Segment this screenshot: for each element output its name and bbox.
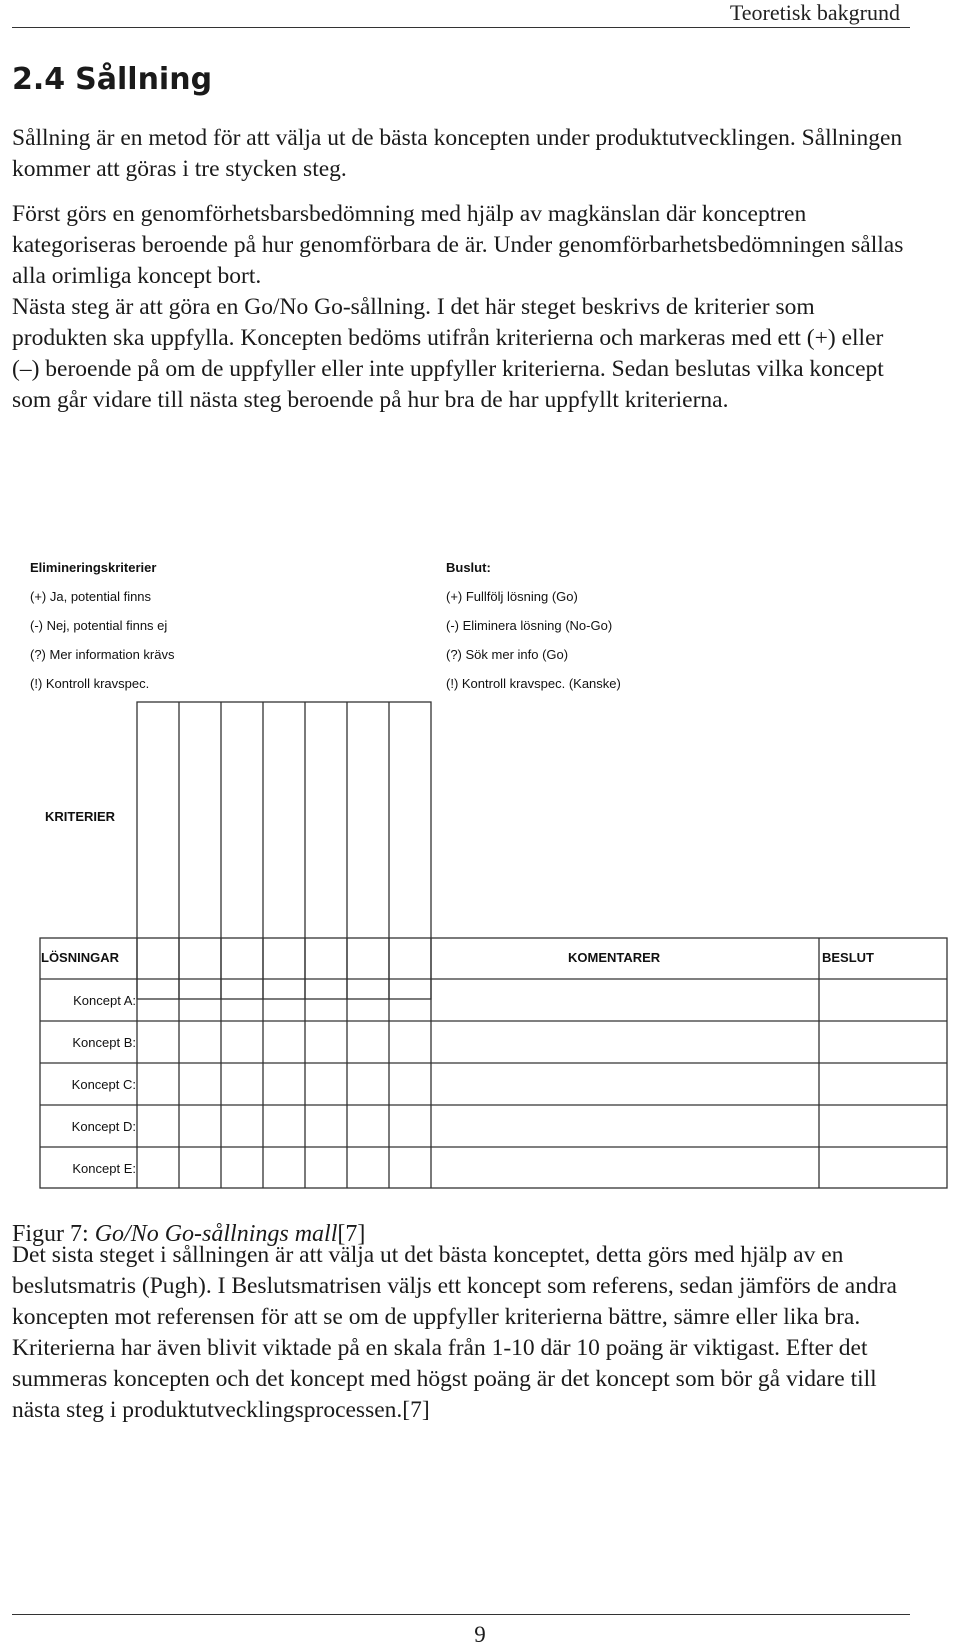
caption-reference: [7] bbox=[337, 1221, 366, 1247]
concept-label: Koncept C: bbox=[71, 1077, 136, 1092]
section-title: Sållning bbox=[75, 62, 213, 97]
section-heading bbox=[12, 62, 222, 98]
paragraph-go-no-go: Nästa steg är att göra en Go/No Go-sållning. I det här steget beskrivs de kriterier som produkten ska uppfylla. Koncepten bedöms utifrån kriterierna och markeras med ett (+) eller (–) beroende på om de uppfyller eller inte uppfyller kriterierna. Sedan beslutas vilka koncept som går vidare till nästa steg beroende på hur bra de har uppfyllt kriterierna. bbox=[12, 294, 884, 413]
solutions-label: LÖSNINGAR bbox=[41, 950, 119, 965]
section-number: 2.4 bbox=[12, 62, 66, 97]
criteria-label: KRITERIER bbox=[45, 809, 116, 824]
paragraph-feasibility: Först görs en genomförhetsbarsbedömning med hjälp av magkänslan där konceptren kategoriseras beroende på hur genomförbara de är. Under genomförbarhetsbedömningen sållas alla orimliga koncept bort. bbox=[12, 201, 904, 289]
paragraph-decision-matrix: Det sista steget i sållningen är att välja ut det bästa konceptet, detta görs med hjälp av en beslutsmatris (Pugh). I Beslutsmatrisen väljs ett koncept som referens, sedan jämförs de andra koncepten mot referensen för att se om de uppfyller kriterierna bättre, sämre eller lika bra. Kriterierna har även blivit viktade på en skala från 1-10 där 10 poäng är viktigast. Efter det summeras koncepten och det koncept med högst poäng är det koncept som bör gå vidare till nästa steg i produktutvecklingsprocessen.[7] bbox=[12, 1242, 897, 1423]
footer-rule bbox=[12, 1614, 910, 1615]
concept-label: Koncept B: bbox=[72, 1035, 136, 1050]
go-no-go-template-svg bbox=[12, 548, 960, 1216]
decision-item: (-) Eliminera lösning (No-Go) bbox=[446, 618, 613, 633]
elimination-item: (-) Nej, potential finns ej bbox=[30, 618, 168, 633]
elimination-title: Elimineringskriterier bbox=[30, 560, 157, 575]
elimination-item: (+) Ja, potential finns bbox=[30, 589, 152, 604]
concept-label: Koncept A: bbox=[73, 993, 136, 1008]
concept-label: Koncept E: bbox=[72, 1161, 136, 1176]
caption-title: Go/No Go-sållnings mall bbox=[94, 1221, 338, 1247]
elimination-item: (?) Mer information krävs bbox=[30, 647, 175, 662]
page-number: 9 bbox=[474, 1622, 486, 1647]
header-rule bbox=[12, 27, 910, 28]
caption-prefix: Figur 7: bbox=[12, 1221, 95, 1247]
decision-item: (?) Sök mer info (Go) bbox=[446, 647, 569, 662]
go-no-go-template-figure bbox=[12, 548, 960, 1216]
comments-label: KOMENTARER bbox=[568, 950, 661, 965]
elimination-item: (!) Kontroll kravspec. bbox=[30, 676, 150, 691]
paragraph-intro: Sållning är en metod för att välja ut de bästa koncepten under produktutvecklingen. Sållningen kommer att göras i tre stycken steg. bbox=[12, 125, 903, 182]
concept-label: Koncept D: bbox=[71, 1119, 136, 1134]
decision-title: Buslut: bbox=[446, 560, 491, 575]
decision-label: BESLUT bbox=[822, 950, 874, 965]
running-header: Teoretisk bakgrund bbox=[729, 0, 900, 25]
decision-item: (+) Fullfölj lösning (Go) bbox=[446, 589, 578, 604]
decision-item: (!) Kontroll kravspec. (Kanske) bbox=[446, 676, 621, 691]
